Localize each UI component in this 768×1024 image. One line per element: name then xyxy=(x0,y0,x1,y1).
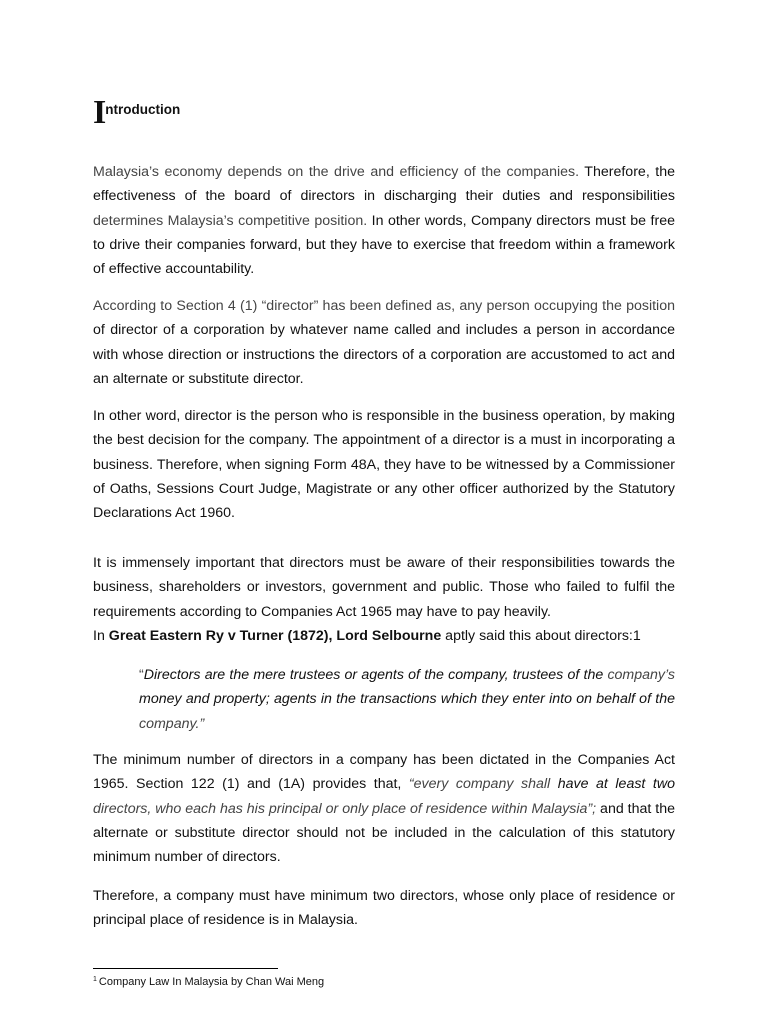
block-quote xyxy=(139,663,675,736)
paragraph-definition xyxy=(93,294,675,391)
paragraph-definition-part1: According to Section 4 (1) “director” has been defined as, any person occupying the position xyxy=(93,298,675,314)
footnote xyxy=(93,976,324,988)
footnote-text: Company Law In Malaysia by Chan Wai Meng xyxy=(98,976,325,988)
heading-drop-cap: I xyxy=(93,94,107,131)
statute-quote-a: “every company shall xyxy=(408,776,551,793)
paragraph-economy-part1: Malaysia’s economy depends on the drive and efficiency of the companies. xyxy=(93,164,580,180)
paragraph-conclusion-text: Therefore, a company must have minimum two directors, whose only place of residence or principal place of residence is in Malaysia. xyxy=(93,888,675,929)
statute-quote-b: have at least two xyxy=(550,776,675,793)
paragraph-appointment xyxy=(93,404,675,525)
paragraph-minimum-part1: The minimum number of directors in a company has been dictated in the Companies Act 1965. Section 122 (1) and (1A) provides that, xyxy=(93,752,675,793)
footnote-number: 1 xyxy=(93,976,97,983)
case-prefix: In xyxy=(93,627,109,644)
heading-text: ntroduction xyxy=(105,102,181,117)
paragraph-minimum-directors xyxy=(93,748,675,869)
section-heading xyxy=(93,96,180,130)
case-name: Great Eastern Ry v Turner (1872), Lord Selbourne xyxy=(108,627,442,644)
statute-quote-c: directors, who each has his principal or only place of residence within Malaysia”; xyxy=(93,800,597,817)
quote-soft-word: company’s xyxy=(607,667,675,683)
paragraph-minimum-part2: and that the alternate or substitute director should not be included in the calculation of this statutory minimum number of directors. xyxy=(93,800,675,866)
paragraph-economy-part2: Therefore, the effectiveness of the board of directors in discharging their duties and responsibilities xyxy=(93,164,675,205)
quote-open-mark: “ xyxy=(139,667,144,683)
paragraph-economy-part4: In other words, Company directors must be free to drive their companies forward, but they have to exercise that freedom within a framework of effective accountability. xyxy=(93,212,675,278)
quote-text: Directors are the mere trustees or agents of the company, trustees of the xyxy=(143,667,608,683)
quote-soft-end: company.” xyxy=(139,715,205,732)
paragraph-conclusion xyxy=(93,884,675,933)
paragraph-economy xyxy=(93,160,675,281)
paragraph-responsibilities xyxy=(93,551,675,648)
footnote-divider xyxy=(93,968,278,969)
case-suffix: aptly said this about directors:1 xyxy=(441,627,641,644)
paragraph-economy-part3: determines Malaysia’s competitive position. xyxy=(93,212,368,229)
quote-text2: money and property; agents in the transactions which they enter into on behalf of the xyxy=(139,691,675,708)
paragraph-definition-part2: of director of a corporation by whatever name called and includes a person in accordance with whose direction or instructions the directors of a corporation are accustomed to act and an alternate or substitute director. xyxy=(93,322,675,387)
paragraph-responsibilities-text: It is immensely important that directors must be aware of their responsibilities towards the business, shareholders or investors, government and public. Those who failed to fulfil the requirements according to Companies Act 1965 may have to pay heavily. xyxy=(93,555,675,620)
paragraph-appointment-text: In other word, director is the person who is responsible in the business operation, by making the best decision for the company. The appointment of a director is a must in incorporating a business. Therefore, when signing Form 48A, they have to be witnessed by a Commissioner of Oaths, Sessions Court Judge, Magistrate or any other officer authorized by the Statutory Declarations Act 1960. xyxy=(93,408,675,522)
